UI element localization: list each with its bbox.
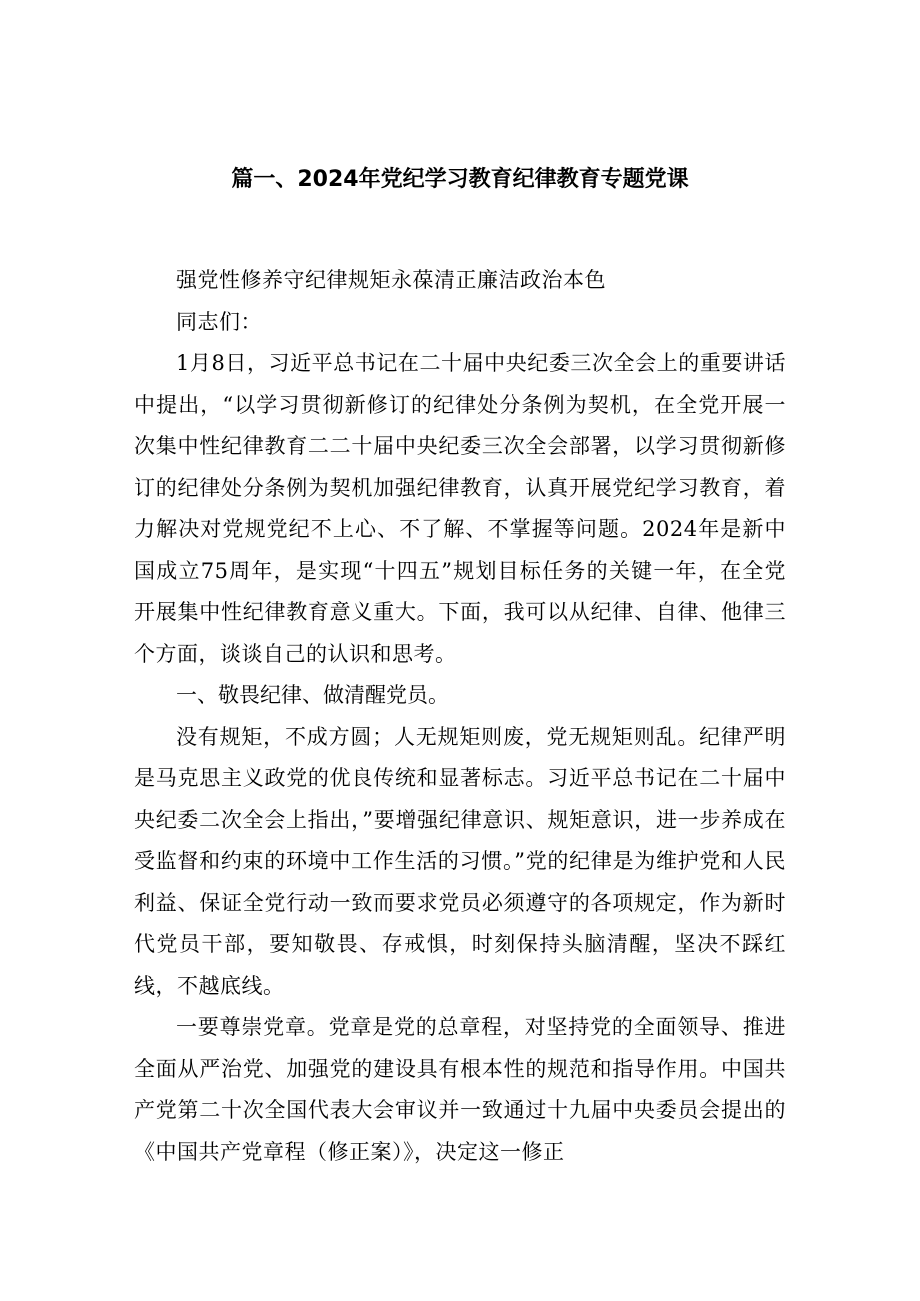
- salutation: 同志们：: [176, 309, 262, 334]
- document-title: 篇一、2024年党纪学习教育纪律教育专题党课: [231, 167, 689, 192]
- document-body: [134, 260, 786, 1173]
- section-heading: 一、敬畏纪律、做清醒党员。: [176, 683, 449, 707]
- body-paragraph: 没有规矩，不成方圆；人无规矩则废，党无规矩则乱。纪律严明是马克思主义政党的优良传统和显著标志。习近平总书记在二十届中央纪委二次全会上指出，”要增强纪律意识、规矩意识，进一步养成在受监督和约束的环境中工作生活的习惯。”党的纪律是为维护党和人民利益、保证全党行动一致而要求党员必须遵守的各项规定，作为新时代党员干部，要知敬畏、存戒惧，时刻保持头脑清醒，坚决不踩红线，不越底线。: [134, 724, 786, 998]
- document-subtitle: 强党性修养守纪律规矩永葆清正廉洁政治本色: [176, 268, 606, 292]
- body-paragraph: 一要尊崇党章。党章是党的总章程，对坚持党的全面领导、推进全面从严治党、加强党的建设具有根本性的规范和指导作用。中国共产党第二十次全国代表大会审议并一致通过十九届中央委员会提出的《中国共产党章程（修正案）》，决定这一修正: [134, 1015, 786, 1164]
- body-paragraph: 1月8日，习近平总书记在二十届中央纪委三次全会上的重要讲话中提出，“以学习贯彻新修订的纪律处分条例为契机，在全党开展一次集中性纪律教育二二十届中央纪委三次全会部署，以学习贯彻新修订的纪律处分条例为契机加强纪律教育，认真开展党纪学习教育，着力解决对党规党纪不上心、不了解、不掌握等问题。2024年是新中国成立75周年，是实现“十四五”规划目标任务的关键一年，在全党开展集中性纪律教育意义重大。下面，我可以从纪律、自律、他律三个方面，谈谈自己的认识和思考。: [134, 351, 786, 666]
